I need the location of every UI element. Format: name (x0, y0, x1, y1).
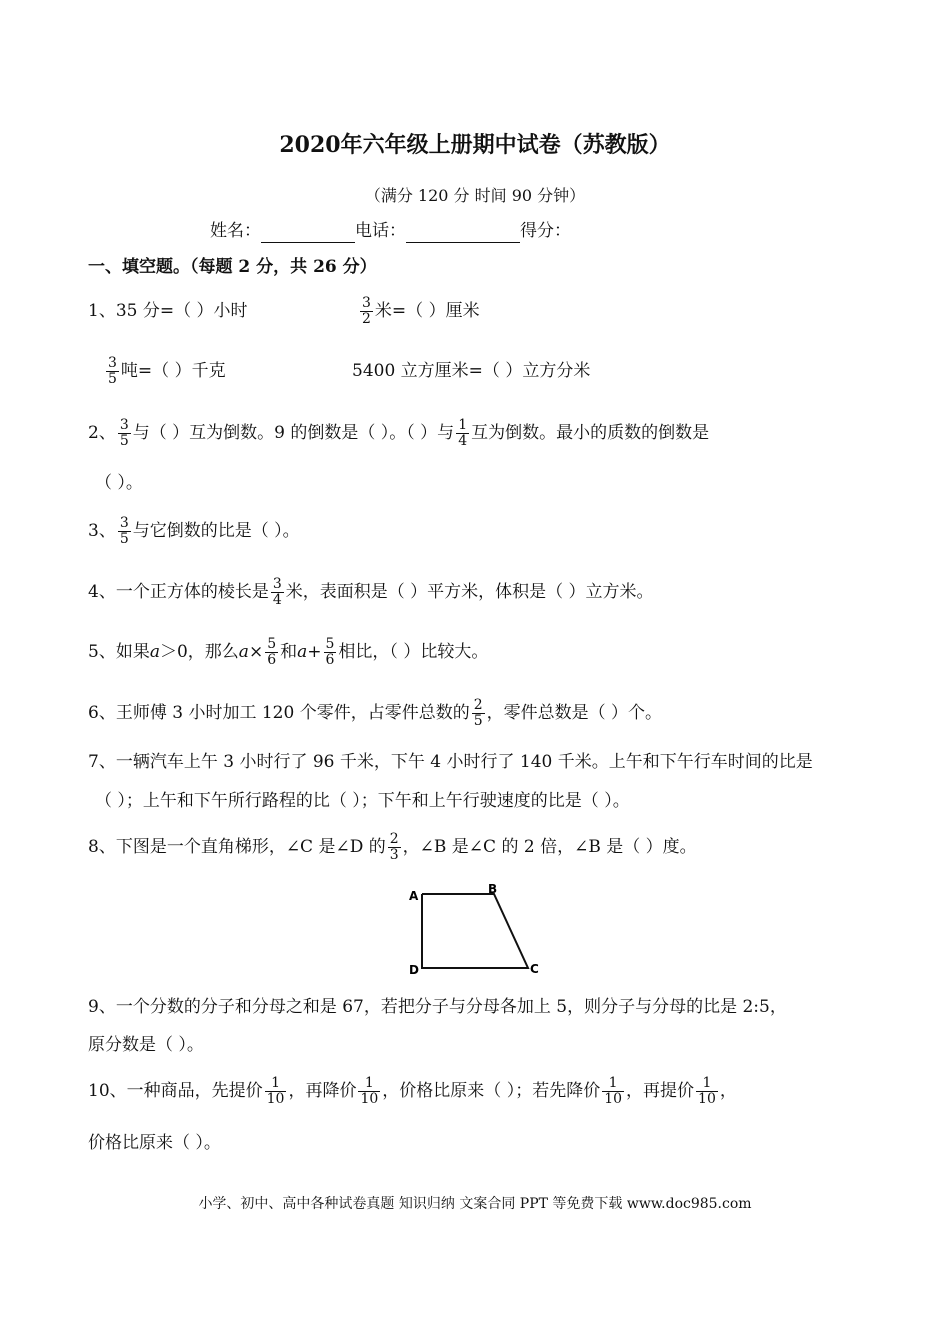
fraction: $\frac{5}{6}$ (325, 635, 335, 668)
question-10: 10、一种商品，先提价 $\frac{1}{10}$ ，再降价 $\frac{1}{10}$ ，价格比原来（ ）；若先降价 $\frac{1}{10}$ ，再提价 $\frac{1}{10}$ ， (88, 1074, 737, 1107)
fraction: $\frac{1}{10}$ (604, 1074, 623, 1107)
question-6: 6、王师傅 3 小时加工 120 个零件，占零件总数的 $\frac{2}{5}$ ，零件总数是（ ）个。 (88, 696, 663, 729)
name-label: 姓名： (210, 221, 261, 241)
question-1b: $\frac{3}{2}$ 米=（ ）厘米 (362, 294, 480, 327)
vertex-c-label: C (530, 962, 539, 976)
fraction: $\frac{3}{5}$ (119, 514, 129, 547)
question-10-line2: 价格比原来（ ）。 (88, 1133, 221, 1153)
footer-text: 小学、初中、高中各种试卷真题 知识归纳 文案合同 PPT 等免费下载 www.doc985.com (198, 1196, 752, 1212)
fraction: $\frac{2}{5}$ (473, 696, 483, 729)
vertex-b-label: B (488, 882, 498, 896)
question-2: 2、 $\frac{3}{5}$ 与（ ）互为倒数。9 的倒数是（ ）。（ ）与 $\frac{1}{4}$ 互为倒数。最小的质数的倒数是 (88, 416, 710, 449)
phone-label: 电话： (355, 221, 406, 241)
question-3: 3、 $\frac{3}{5}$ 与它倒数的比是（ ）。 (88, 514, 300, 547)
question-8: 8、下图是一个直角梯形，∠C 是∠D 的 $\frac{2}{3}$ ，∠B 是∠C 的 2 倍，∠B 是（ ）度。 (88, 830, 697, 863)
exam-subtitle: （满分 120 分 时间 90 分钟） (364, 186, 586, 205)
fraction: $\frac{5}{6}$ (267, 635, 277, 668)
fraction: $\frac{3}{5}$ (119, 416, 129, 449)
section-heading: 一、填空题。（每题 2 分，共 26 分） (88, 257, 377, 277)
fraction: $\frac{3}{5}$ (108, 354, 117, 387)
fraction: $\frac{1}{10}$ (266, 1074, 285, 1107)
trapezoid-figure (404, 880, 554, 980)
vertex-d-label: D (409, 963, 419, 977)
fraction: $\frac{3}{2}$ (362, 294, 371, 327)
trapezoid-shape (422, 894, 528, 968)
fraction: $\frac{1}{10}$ (698, 1074, 716, 1107)
fraction: $\frac{3}{4}$ (272, 575, 282, 608)
question-9-line2: 原分数是（ ）。 (88, 1035, 204, 1055)
question-7: 7、一辆汽车上午 3 小时行了 96 千米，下午 4 小时行了 140 千米。上午和下午行车时间的比是 (88, 752, 813, 772)
fraction: $\frac{1}{4}$ (458, 416, 468, 449)
fraction: $\frac{2}{3}$ (389, 830, 399, 863)
question-7-line2: （ ）；上午和下午所行路程的比（ ）；下午和上午行驶速度的比是（ ）。 (95, 791, 630, 811)
question-1d: 5400 立方厘米=（ ）立方分米 (352, 361, 591, 381)
question-9: 9、一个分数的分子和分母之和是 67，若把分子与分母各加上 5，则分子与分母的比是 2:5， (88, 997, 787, 1017)
question-2-line2: （ ）。 (95, 473, 143, 493)
name-field[interactable] (261, 220, 355, 243)
question-1c: $\frac{3}{5}$ 吨=（ ）千克 (108, 354, 226, 387)
page-title: 2020年六年级上册期中试卷（苏教版） (279, 132, 671, 158)
score-label: 得分： (520, 221, 571, 241)
question-5: 5、如果 a ＞0，那么 a × $\frac{5}{6}$ 和 a + $\frac{5}{6}$ 相比，（ ）比较大。 (88, 635, 489, 668)
vertex-a-label: A (409, 889, 419, 903)
phone-field[interactable] (406, 220, 520, 243)
question-4: 4、一个正方体的棱长是 $\frac{3}{4}$ 米，表面积是（ ）平方米，体积是（ ）立方米。 (88, 575, 654, 608)
question-1a: 1、35 分=（ ）小时 (88, 301, 248, 321)
info-line (210, 216, 571, 246)
fraction: $\frac{1}{10}$ (360, 1074, 379, 1107)
